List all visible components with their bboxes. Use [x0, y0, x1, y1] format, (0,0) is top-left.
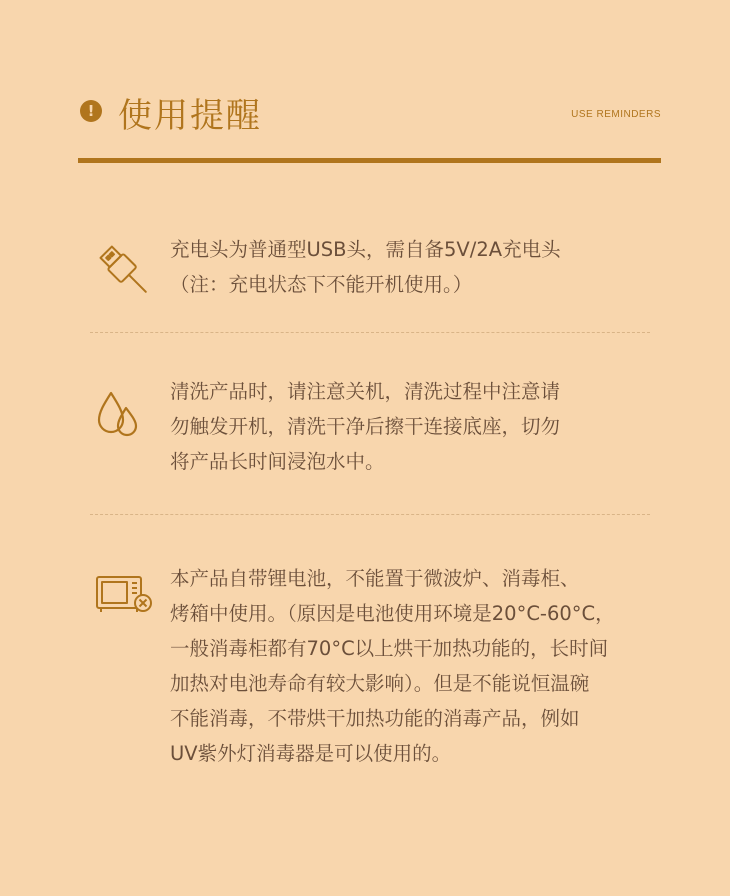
item-3-line-3: 一般消毒柜都有70°C以上烘干加热功能的，长时间	[170, 637, 609, 660]
header	[78, 88, 661, 138]
item-3-line-6: UV紫外灯消毒器是可以使用的。	[170, 742, 452, 765]
microwave-no-icon	[95, 575, 155, 619]
page-subtitle: USE REMINDERS	[571, 109, 661, 120]
item-3-line-2: 烤箱中使用。（原因是电池使用环境是20°C-60°C，	[170, 602, 615, 625]
title-rule	[78, 158, 661, 163]
item-2-line-1: 清洗产品时，请注意关机，清洗过程中注意请	[170, 380, 561, 403]
item-2-line-3: 将产品长时间浸泡水中。	[170, 450, 385, 473]
item-1-line-1: 充电头为普通型USB头，需自备5V/2A充电头	[170, 238, 561, 261]
divider	[90, 514, 650, 515]
item-2-line-2: 勿触发开机，清洗干净后擦干连接底座，切勿	[170, 415, 561, 438]
exclamation-circle-icon: !	[80, 100, 102, 122]
item-3-line-5: 不能消毒，不带烘干加热功能的消毒产品，例如	[170, 707, 580, 730]
item-text-1	[170, 232, 640, 302]
water-drops-icon	[96, 390, 140, 442]
item-3-line-1: 本产品自带锂电池，不能置于微波炉、消毒柜、	[170, 567, 580, 590]
divider	[90, 332, 650, 333]
page-title: 使用提醒	[118, 96, 262, 136]
item-1-line-2: （注：充电状态下不能开机使用。）	[170, 273, 473, 296]
item-text-3	[170, 561, 640, 771]
usb-cable-icon	[96, 242, 156, 306]
item-text-2	[170, 374, 640, 479]
item-3-line-4: 加热对电池寿命有较大影响）。但是不能说恒温碗	[170, 672, 590, 695]
